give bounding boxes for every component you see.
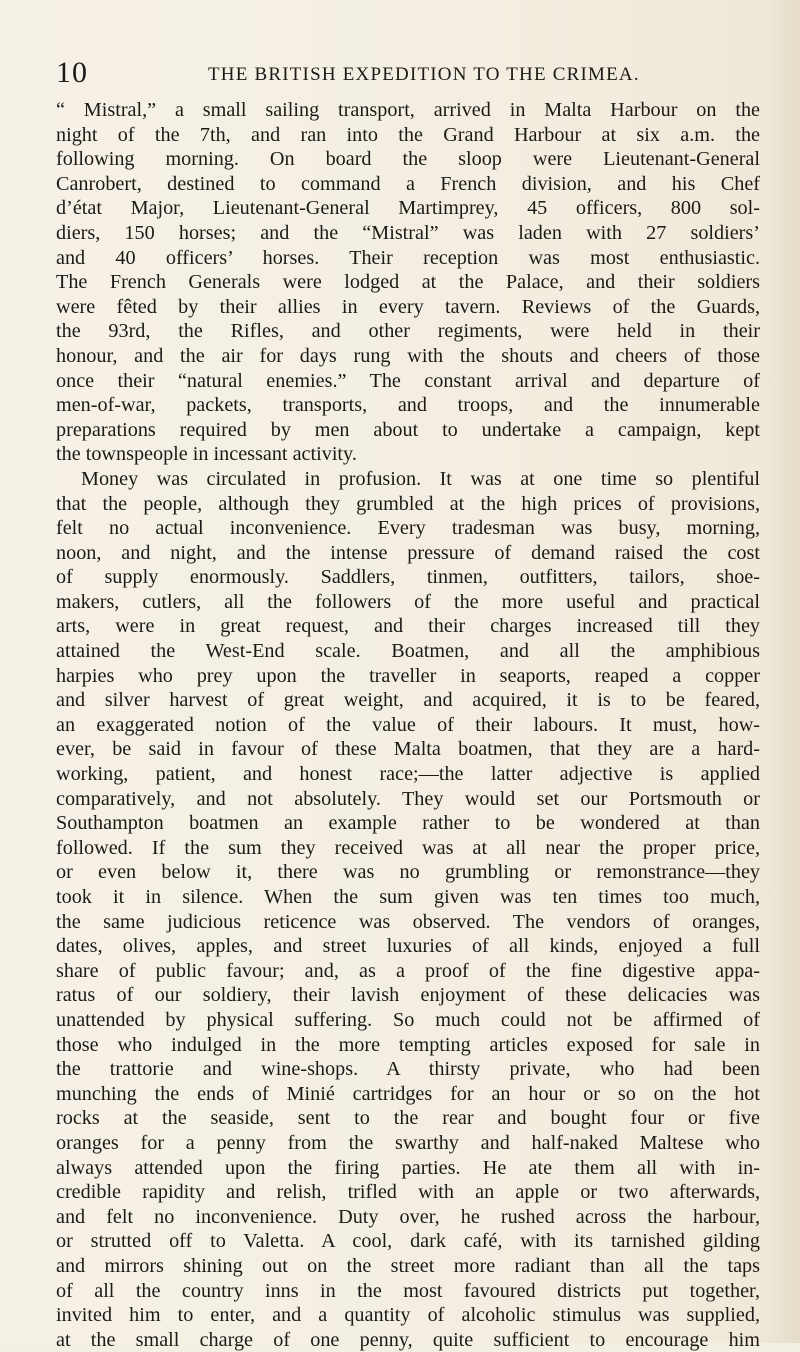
text-line: Canrobert, destined to command a French division, and his Chef xyxy=(56,172,760,195)
text-line: preparations required by men about to undertake a campaign, kept xyxy=(56,418,760,441)
text-line: felt no actual inconvenience. Every tradesman was busy, morning, xyxy=(56,517,760,540)
text-line: working, patient, and honest race;—the latter adjective is applied xyxy=(56,763,760,786)
text-line: honour, and the air for days rung with the shouts and cheers of those xyxy=(56,344,760,367)
text-line: ever, be said in favour of these Malta boatmen, that they are a hard- xyxy=(56,738,760,761)
text-line: dates, olives, apples, and street luxuries of all kinds, enjoyed a full xyxy=(56,935,760,958)
text-line: share of public favour; and, as a proof of the fine digestive appa- xyxy=(56,959,760,982)
text-line: night of the 7th, and ran into the Grand Harbour at six a.m. the xyxy=(56,123,760,146)
text-line: d’état Major, Lieutenant-General Martimprey, 45 officers, 800 sol- xyxy=(56,197,760,220)
text-line: were fêted by their allies in every tavern. Reviews of the Guards, xyxy=(56,295,760,318)
text-line: attained the West-End scale. Boatmen, and all the amphibious xyxy=(56,640,760,663)
text-line: arts, were in great request, and their charges increased till they xyxy=(56,615,760,638)
text-line: the same judicious reticence was observed. The vendors of oranges, xyxy=(56,910,760,933)
text-line: took it in silence. When the sum given was ten times too much, xyxy=(56,886,760,908)
page-number: 10 xyxy=(56,56,88,89)
page-header xyxy=(56,56,756,92)
text-line: and 40 officers’ horses. Their reception was most enthusiastic. xyxy=(56,246,760,269)
text-line: invited him to enter, and a quantity of alcoholic stimulus was supplied, xyxy=(56,1304,760,1327)
text-line: and mirrors shining out on the street more radiant than all the taps xyxy=(56,1254,760,1277)
text-line: that the people, although they grumbled at the high prices of provisions, xyxy=(56,492,760,515)
text-line: always attended upon the firing parties. He ate them all with in- xyxy=(56,1156,760,1179)
text-line: comparatively, and not absolutely. They would set our Portsmouth or xyxy=(56,787,760,810)
text-line: men-of-war, packets, transports, and troops, and the innumerable xyxy=(56,394,760,417)
text-line: once their “natural enemies.” The constant arrival and departure of xyxy=(56,369,760,392)
page-edge-shadow xyxy=(760,0,800,1343)
text-line: the townspeople in incessant activity. xyxy=(56,443,357,466)
text-line: of all the country inns in the most favoured districts put together, xyxy=(56,1279,760,1302)
text-line: The French Generals were lodged at the Palace, and their soldiers xyxy=(56,271,760,294)
text-line: “ Mistral,” a small sailing transport, arrived in Malta Harbour on the xyxy=(56,99,760,121)
text-line: or strutted off to Valetta. A cool, dark café, with its tarnished gilding xyxy=(56,1230,760,1253)
text-line: the 93rd, the Rifles, and other regiments, were held in their xyxy=(56,320,760,343)
text-line: credible rapidity and relish, trifled with an apple or two afterwards, xyxy=(56,1181,760,1204)
text-line: and felt no inconvenience. Duty over, he rushed across the harbour, xyxy=(56,1205,760,1228)
text-line: unattended by physical suffering. So much could not be affirmed of xyxy=(56,1008,760,1031)
text-line: followed. If the sum they received was at all near the proper price, xyxy=(56,836,760,859)
text-line: diers, 150 horses; and the “Mistral” was laden with 27 soldiers’ xyxy=(56,221,760,244)
text-line: those who indulged in the more tempting articles exposed for sale in xyxy=(56,1033,760,1056)
text-line: munching the ends of Minié cartridges for an hour or so on the hot xyxy=(56,1082,760,1105)
text-line: harpies who prey upon the traveller in seaports, reaped a copper xyxy=(56,664,760,687)
running-head: THE BRITISH EXPEDITION TO THE CRIMEA. xyxy=(208,64,640,85)
text-line: makers, cutlers, all the followers of the more useful and practical xyxy=(56,590,760,613)
text-line: ratus of our soldiery, their lavish enjoyment of these delicacies was xyxy=(56,984,760,1007)
text-line: following morning. On board the sloop were Lieutenant-General xyxy=(56,148,760,171)
text-line: Southampton boatmen an example rather to be wondered at than xyxy=(56,812,760,835)
text-line: noon, and night, and the intense pressure of demand raised the cost xyxy=(56,541,760,564)
text-line: an exaggerated notion of the value of their labours. It must, how- xyxy=(56,713,760,736)
text-line: rocks at the seaside, sent to the rear and bought four or five xyxy=(56,1107,760,1130)
text-line: or even below it, there was no grumbling or remonstrance—they xyxy=(56,861,760,884)
body-text xyxy=(56,98,760,1352)
text-line: and silver harvest of great weight, and acquired, it is to be feared, xyxy=(56,689,760,712)
text-line: at the small charge of one penny, quite sufficient to encourage him xyxy=(56,1328,760,1351)
text-line: of supply enormously. Saddlers, tinmen, outfitters, tailors, shoe- xyxy=(56,566,760,589)
text-line: the trattorie and wine-shops. A thirsty private, who had been xyxy=(56,1058,760,1081)
text-line: oranges for a penny from the swarthy and half-naked Maltese who xyxy=(56,1131,760,1154)
text-line: Money was circulated in profusion. It was at one time so plentiful xyxy=(81,467,760,490)
